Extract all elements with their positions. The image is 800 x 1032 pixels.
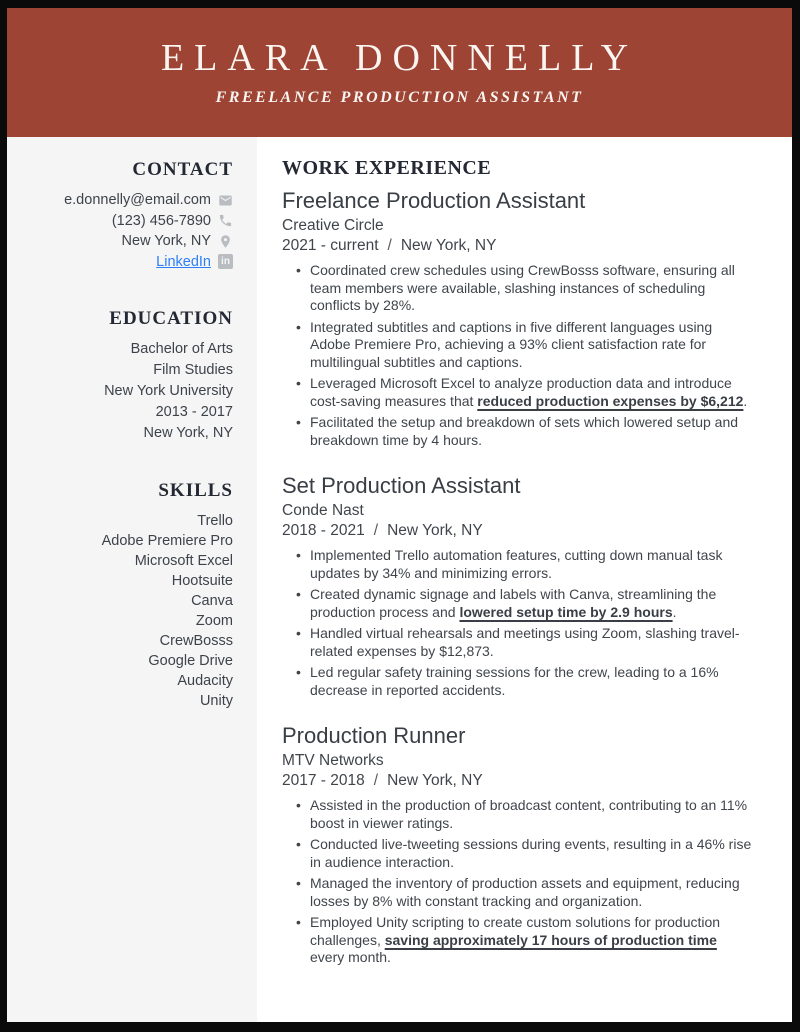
contact-label: e.donnelly@email.com: [64, 192, 211, 209]
job-location: New York, NY: [387, 522, 483, 539]
job-dates: 2017 - 2018: [282, 772, 365, 789]
job-bullet: [310, 547, 752, 582]
work-experience-section: [257, 137, 792, 1022]
education-line: 2013 - 2017: [155, 404, 233, 420]
job-bullet: [310, 319, 752, 372]
contact-label: New York, NY: [121, 233, 211, 250]
job-bullet: [310, 836, 752, 871]
skill-item: Adobe Premiere Pro: [101, 533, 233, 549]
job-bullet: [310, 875, 752, 910]
job-entry: [282, 473, 752, 699]
jobs-list: [282, 188, 752, 967]
skill-item: Hootsuite: [171, 573, 233, 589]
bullet-text: Conducted live-tweeting sessions during events, resulting in a 46% rise in audience interaction.: [310, 836, 752, 870]
job-dates: 2018 - 2021: [282, 522, 365, 539]
contact-label: (123) 456-7890: [111, 212, 211, 229]
job-bullet: [310, 797, 752, 832]
bullet-text: .: [743, 392, 748, 409]
date-location-separator: /: [387, 237, 392, 254]
contact-row: [17, 211, 233, 232]
contact-row: [17, 231, 233, 252]
job-company: Conde Nast: [282, 502, 364, 519]
job-bullet: [310, 414, 752, 449]
bullet-text: Coordinated crew schedules using CrewBosss software, ensuring all team members were available, slashing instances of scheduling conflicts by 28%.: [310, 262, 735, 313]
job-company: Creative Circle: [282, 217, 384, 234]
job-title: Production Runner: [282, 723, 466, 748]
bullet-text: Managed the inventory of production assets and equipment, reducing losses by 8% with constant tracking and organization.: [310, 875, 740, 909]
job-location: New York, NY: [387, 772, 483, 789]
job-bullets: [282, 262, 752, 449]
bullet-emphasis-text: saving approximately 17 hours of production time: [384, 931, 717, 948]
skill-item: CrewBosss: [159, 633, 233, 649]
job-title: Set Production Assistant: [282, 473, 521, 498]
education-line: New York, NY: [143, 425, 233, 441]
job-bullet: [310, 586, 752, 621]
job-bullet: [310, 375, 752, 410]
education-line: Film Studies: [153, 362, 233, 378]
job-company: MTV Networks: [282, 752, 384, 769]
date-location-separator: /: [373, 522, 379, 539]
linkedin-icon: in: [218, 254, 233, 269]
contact-row: [17, 190, 233, 211]
contact-section: [17, 159, 233, 272]
contact-heading: CONTACT: [132, 159, 233, 180]
skill-item: Google Drive: [148, 653, 233, 669]
phone-icon: [218, 213, 233, 228]
bullet-text: every month.: [310, 949, 391, 965]
bullet-text: Implemented Trello automation features, cutting down manual task updates by 34% and minimizing errors.: [310, 547, 723, 581]
job-bullet: [310, 262, 752, 315]
job-location: New York, NY: [400, 237, 497, 254]
linkedin-link[interactable]: LinkedIn: [156, 253, 211, 270]
resume-header: [7, 8, 792, 137]
education-line: New York University: [104, 383, 233, 399]
sidebar: [7, 137, 257, 1022]
job-dateline: [282, 771, 752, 791]
job-entry: [282, 188, 752, 449]
bullet-emphasis-text: reduced production expenses by $6,212: [477, 392, 744, 409]
job-bullets: [282, 547, 752, 699]
skill-item: Trello: [197, 513, 233, 529]
bullet-text: Facilitated the setup and breakdown of sets which lowered setup and breakdown time by 4 hours.: [310, 414, 739, 448]
bullet-text: Employed Unity scripting to create custom solutions for production challenges,: [310, 914, 721, 948]
skills-section: [17, 480, 233, 711]
skill-item: Audacity: [177, 673, 233, 689]
job-bullet: [310, 625, 752, 660]
bullet-text: Assisted in the production of broadcast content, contributing to an 11% boost in viewer ratings.: [310, 797, 748, 831]
location-icon: [218, 234, 233, 249]
bullet-text: Created dynamic signage and labels with Canva, streamlining the production process and: [310, 586, 717, 620]
resume-body: [7, 137, 792, 1022]
education-list: [17, 339, 233, 444]
job-entry: [282, 723, 752, 967]
bullet-text: Handled virtual rehearsals and meetings using Zoom, slashing travel-related expenses by $12,873.: [310, 625, 740, 659]
date-location-separator: /: [373, 772, 379, 789]
skill-item: Canva: [191, 593, 233, 609]
bullet-emphasis-text: lowered setup time by 2.9 hours: [459, 603, 673, 620]
candidate-job-title: FREELANCE PRODUCTION ASSISTANT: [215, 89, 584, 107]
job-bullet: [310, 914, 752, 967]
skill-item: Unity: [199, 693, 233, 709]
bullet-text: Led regular safety training sessions for the crew, leading to a 16% decrease in reported accidents.: [310, 664, 719, 698]
job-dateline: [282, 236, 752, 256]
skill-item: Zoom: [195, 613, 233, 629]
job-dateline: [282, 521, 752, 541]
contact-list: [17, 190, 233, 272]
skills-heading: SKILLS: [158, 480, 233, 501]
job-dates: 2021 - current: [282, 237, 379, 254]
education-heading: EDUCATION: [109, 308, 233, 329]
candidate-name: ELARA DONNELLY: [160, 36, 639, 79]
contact-row: [17, 252, 233, 273]
skills-list: [17, 511, 233, 711]
envelope-icon: [218, 193, 233, 208]
bullet-text: .: [672, 603, 677, 620]
bullet-text: Integrated subtitles and captions in five different languages using Adobe Premiere Pro, achieving a 93% client satisfaction rate for multilingual subtitles and captions.: [310, 318, 713, 370]
work-experience-heading: WORK EXPERIENCE: [282, 157, 492, 179]
job-bullet: [310, 664, 752, 699]
skill-item: Microsoft Excel: [134, 553, 233, 569]
job-title: Freelance Production Assistant: [282, 188, 586, 213]
job-bullets: [282, 797, 752, 967]
education-section: [17, 308, 233, 444]
bullet-text: Leveraged Microsoft Excel to analyze production data and introduce cost-saving measures that: [310, 375, 732, 409]
education-line: Bachelor of Arts: [130, 341, 233, 357]
